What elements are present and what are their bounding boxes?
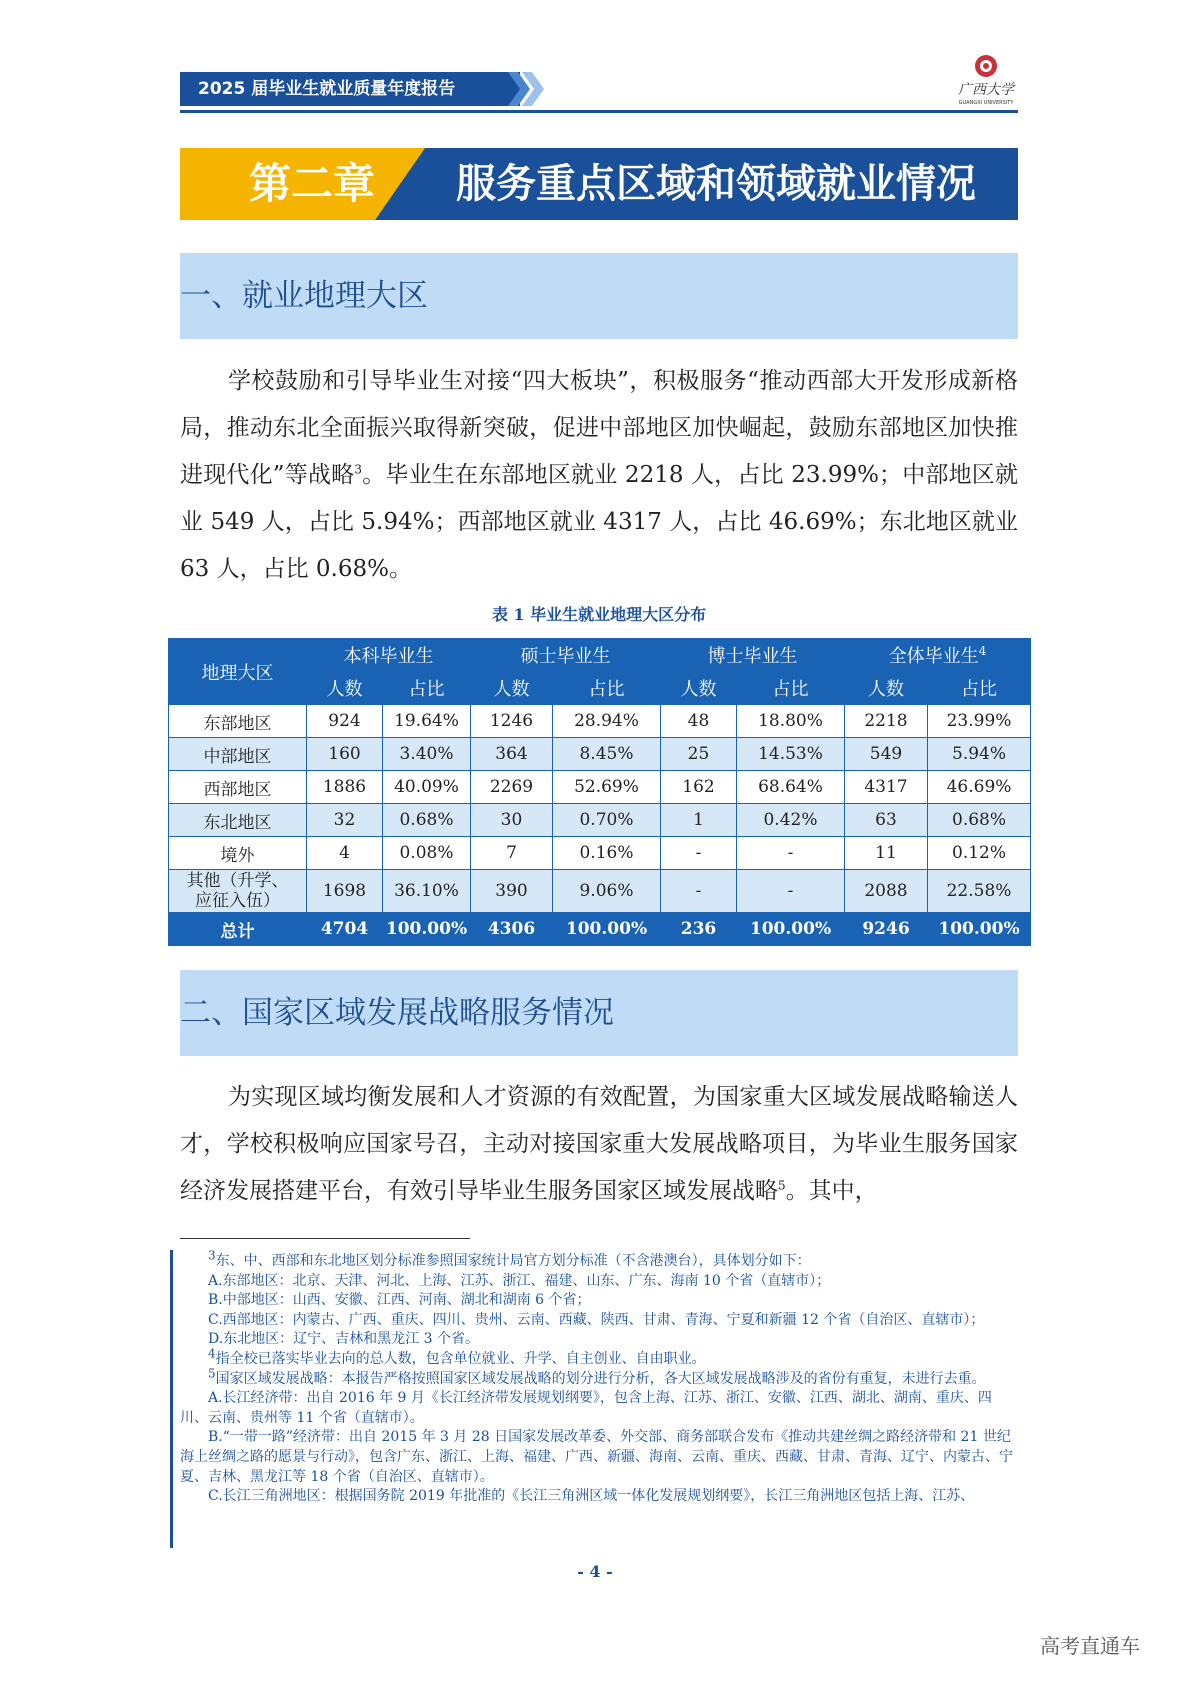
cell-ratio: 100.00% bbox=[737, 913, 845, 946]
table-total-row bbox=[169, 913, 1031, 946]
col-header-count: 人数 bbox=[661, 672, 737, 705]
section-heading-2 bbox=[180, 970, 1018, 1056]
section-heading-2-text: 二、国家区域发展战略服务情况 bbox=[180, 995, 614, 1031]
chapter-number: 第二章 bbox=[248, 159, 375, 208]
cell-ratio: 22.58% bbox=[928, 870, 1031, 913]
footnote-5b: B.“一带一路”经济带：出自 2015 年 3 月 28 日国家发展改革委、外交部、商务部联合发布《推动共建丝绸之路经济带和 21 世纪海上丝绸之路的愿景与行动》，包含广东、浙江、上海、福建、广西、新疆、海南、云南、重庆、西藏、甘肃、青海、辽宁、内蒙古、宁夏、吉林、黑龙江等 18 个省（自治区、直辖市）。 bbox=[180, 1429, 1013, 1485]
cell-ratio: 5.94% bbox=[928, 738, 1031, 771]
footnotes bbox=[180, 1248, 1018, 1507]
region-distribution-table bbox=[168, 638, 1031, 946]
cell-count: 48 bbox=[661, 705, 737, 738]
cell-ratio: 46.69% bbox=[928, 771, 1031, 804]
page-number: - 4 - bbox=[577, 1562, 613, 1581]
logo-text: 广西大学 bbox=[958, 82, 1014, 98]
footnote-4: $^4$指全校已落实毕业去向的总人数，包含单位就业、升学、自主创业、自由职业。 bbox=[208, 1346, 706, 1367]
cell-count: 4704 bbox=[307, 913, 383, 946]
section-2-paragraph bbox=[180, 1074, 1018, 1215]
row-region: 东部地区 bbox=[169, 705, 307, 738]
table-row bbox=[169, 837, 1031, 870]
cell-ratio: 8.45% bbox=[553, 738, 661, 771]
footnote-3c: C.西部地区：内蒙古、广西、重庆、四川、贵州、云南、西藏、陕西、甘肃、青海、宁夏和新疆 12 个省（自治区、直辖市）； bbox=[208, 1311, 985, 1328]
header-rule bbox=[180, 110, 1018, 113]
cell-ratio: 14.53% bbox=[737, 738, 845, 771]
table-header-row bbox=[169, 639, 1031, 672]
cell-count: 1698 bbox=[307, 870, 383, 913]
col-header-ratio: 占比 bbox=[553, 672, 661, 705]
table-group-header: 硕士毕业生 bbox=[471, 639, 661, 672]
row-region: 东北地区 bbox=[169, 804, 307, 837]
footnote-sidebar bbox=[170, 1250, 173, 1548]
footnote-rule bbox=[180, 1238, 470, 1239]
table-group-header: 全体毕业生$^4$ bbox=[845, 639, 1031, 672]
cell-count: 1246 bbox=[471, 705, 553, 738]
logo-subtext: GUANGXI UNIVERSITY bbox=[958, 100, 1014, 106]
table-row bbox=[169, 804, 1031, 837]
footnote-ref-5[interactable]: 5 bbox=[778, 1178, 786, 1193]
footnote-3d: D.东北地区：辽宁、吉林和黑龙江 3 个省。 bbox=[208, 1331, 479, 1348]
cell-ratio: 0.42% bbox=[737, 804, 845, 837]
footnote-ref-4[interactable]: 4 bbox=[978, 644, 987, 658]
cell-ratio: 18.80% bbox=[737, 705, 845, 738]
cell-count: 7 bbox=[471, 837, 553, 870]
cell-count: 236 bbox=[661, 913, 737, 946]
footnote-5: $^5$国家区域发展战略：本报告严格按照国家区域发展战略的划分进行分析，各大区域发展战略涉及的省份有重复，未进行去重。 bbox=[208, 1365, 986, 1387]
cell-count: 25 bbox=[661, 738, 737, 771]
table-row bbox=[169, 738, 1031, 771]
cell-count: 4 bbox=[307, 837, 383, 870]
cell-count: 4306 bbox=[471, 913, 553, 946]
cell-ratio: 19.64% bbox=[383, 705, 471, 738]
col-header-ratio: 占比 bbox=[737, 672, 845, 705]
table-group-header: 本科毕业生 bbox=[307, 639, 471, 672]
row-region: 其他（升学、 应征入伍） bbox=[169, 870, 307, 913]
cell-ratio: 100.00% bbox=[383, 913, 471, 946]
cell-count: 390 bbox=[471, 870, 553, 913]
cell-count: 162 bbox=[661, 771, 737, 804]
cell-ratio: - bbox=[737, 837, 845, 870]
cell-ratio: 0.70% bbox=[553, 804, 661, 837]
col-header-count: 人数 bbox=[471, 672, 553, 705]
table-corner: 地理大区 bbox=[169, 639, 307, 705]
col-header-ratio: 占比 bbox=[928, 672, 1031, 705]
cell-ratio: 52.69% bbox=[553, 771, 661, 804]
cell-ratio: 0.12% bbox=[928, 837, 1031, 870]
row-region: 中部地区 bbox=[169, 738, 307, 771]
cell-ratio: 100.00% bbox=[553, 913, 661, 946]
row-region: 西部地区 bbox=[169, 771, 307, 804]
cell-ratio: 68.64% bbox=[737, 771, 845, 804]
report-title: 2025 届毕业生就业质量年度报告 bbox=[198, 79, 456, 99]
cell-ratio: 36.10% bbox=[383, 870, 471, 913]
col-header-count: 人数 bbox=[307, 672, 383, 705]
cell-count: 549 bbox=[845, 738, 928, 771]
table-row bbox=[169, 771, 1031, 804]
university-logo bbox=[955, 52, 1017, 106]
table-group-header: 博士毕业生 bbox=[661, 639, 845, 672]
cell-ratio: 0.68% bbox=[383, 804, 471, 837]
cell-count: - bbox=[661, 870, 737, 913]
cell-count: 1 bbox=[661, 804, 737, 837]
cell-count: 364 bbox=[471, 738, 553, 771]
cell-count: 2269 bbox=[471, 771, 553, 804]
cell-count: 63 bbox=[845, 804, 928, 837]
cell-count: 30 bbox=[471, 804, 553, 837]
cell-count: 4317 bbox=[845, 771, 928, 804]
footnote-3a: A.东部地区：北京、天津、河北、上海、江苏、浙江、福建、山东、广东、海南 10 个省（直辖市）； bbox=[208, 1272, 831, 1289]
para-text: 为实现区域均衡发展和人才资源的有效配置，为国家重大区域发展战略输送人才，学校积极响应国家号召，主动对接国家重大发展战略项目，为毕业生服务国家经济发展搭建平台，有效引导毕业生服务国家区域发展战略 bbox=[180, 1084, 1018, 1204]
cell-ratio: 0.68% bbox=[928, 804, 1031, 837]
footnote-3b: B.中部地区：山西、安徽、江西、河南、湖北和湖南 6 个省； bbox=[208, 1292, 591, 1309]
cell-count: 160 bbox=[307, 738, 383, 771]
cell-count: 924 bbox=[307, 705, 383, 738]
cell-ratio: 9.06% bbox=[553, 870, 661, 913]
cell-count: 2218 bbox=[845, 705, 928, 738]
section-heading-1-text: 一、就业地理大区 bbox=[180, 278, 428, 314]
cell-count: 9246 bbox=[845, 913, 928, 946]
cell-ratio: - bbox=[737, 870, 845, 913]
cell-count: 11 bbox=[845, 837, 928, 870]
cell-count: - bbox=[661, 837, 737, 870]
chevrons-icon bbox=[492, 72, 548, 106]
para-text: 。毕业生在东部地区就业 2218 人，占比 23.99%；中部地区就业 549 人，占比 5.94%；西部地区就业 4317 人，占比 46.69%；东北地区就业 63 人，占比 0.68%。 bbox=[180, 462, 1018, 582]
para-text: 学校鼓励和引导毕业生对接“四大板块”，积极服务“推动西部大开发形成新格局，推动东北全面振兴取得新突破，促进中部地区加快崛起，鼓励东部地区加快推进现代化”等战略 bbox=[180, 368, 1018, 488]
row-region: 境外 bbox=[169, 837, 307, 870]
cell-count: 32 bbox=[307, 804, 383, 837]
cell-ratio: 40.09% bbox=[383, 771, 471, 804]
section-heading-1 bbox=[180, 253, 1018, 339]
footnote-5c: C.长江三角洲地区：根据国务院 2019 年批准的《长江三角洲区域一体化发展规划纲要》，长江三角洲地区包括上海、江苏、 bbox=[208, 1488, 975, 1505]
footnote-5a: A.长江经济带：出自 2016 年 9 月《长江经济带发展规划纲要》，包含上海、江苏、浙江、安徽、江西、湖北、湖南、重庆、四川、云南、贵州等 11 个省（直辖市）。 bbox=[180, 1390, 992, 1426]
cell-ratio: 3.40% bbox=[383, 738, 471, 771]
table-row bbox=[169, 870, 1031, 913]
cell-ratio: 28.94% bbox=[553, 705, 661, 738]
col-header-count: 人数 bbox=[845, 672, 928, 705]
chapter-title: 服务重点区域和领域就业情况 bbox=[456, 161, 976, 207]
cell-ratio: 0.08% bbox=[383, 837, 471, 870]
cell-ratio: 0.16% bbox=[553, 837, 661, 870]
table-caption: 表 1 毕业生就业地理大区分布 bbox=[491, 605, 707, 624]
footnote-3: $^3$东、中、西部和东北地区划分标准参照国家统计局官方划分标准（不含港澳台），具体划分如下： bbox=[208, 1248, 811, 1269]
cell-ratio: 23.99% bbox=[928, 705, 1031, 738]
row-region: 总计 bbox=[169, 913, 307, 946]
cell-ratio: 100.00% bbox=[928, 913, 1031, 946]
cell-count: 1886 bbox=[307, 771, 383, 804]
para-text: 。其中， bbox=[785, 1178, 878, 1204]
col-header-ratio: 占比 bbox=[383, 672, 471, 705]
table-row bbox=[169, 705, 1031, 738]
section-1-paragraph bbox=[180, 358, 1018, 593]
watermark: 高考直通车 bbox=[1040, 1634, 1140, 1658]
cell-count: 2088 bbox=[845, 870, 928, 913]
footnote-ref-3[interactable]: 3 bbox=[354, 462, 363, 477]
